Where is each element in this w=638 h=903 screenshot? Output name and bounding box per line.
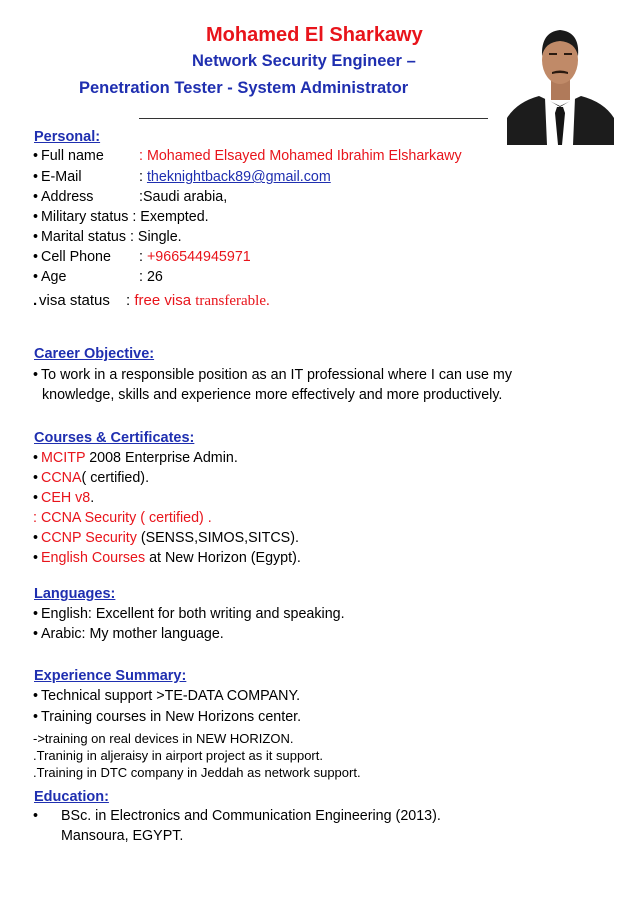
experience-text-2: Training courses in New Horizons center. bbox=[41, 709, 302, 725]
resume-name: Mohamed El Sharkawy bbox=[206, 24, 423, 46]
personal-address bbox=[33, 189, 227, 205]
email-colon: : bbox=[139, 169, 147, 185]
age-label: Age bbox=[41, 269, 67, 285]
education-location: Mansoura, EGYPT. bbox=[61, 828, 184, 844]
personal-military bbox=[33, 209, 209, 225]
bullet: • bbox=[33, 606, 39, 622]
career-line-2: knowledge, skills and experience more effectively and more productively. bbox=[42, 387, 503, 403]
language-arabic bbox=[33, 626, 224, 642]
career-text-1: To work in a responsible position as an IT professional where I can use my bbox=[41, 367, 512, 383]
bullet: • bbox=[33, 367, 39, 383]
course-english-name: English Courses bbox=[41, 550, 146, 566]
bullet: • bbox=[33, 550, 39, 566]
visa-value-2: transferable. bbox=[195, 293, 270, 309]
phone-colon: : bbox=[139, 249, 147, 265]
visa-value-1: free visa bbox=[134, 292, 192, 309]
bullet: • bbox=[33, 709, 39, 725]
course-ceh-name: CEH v8 bbox=[41, 490, 91, 506]
phone-label: Cell Phone bbox=[41, 249, 111, 265]
course-english bbox=[33, 550, 301, 566]
profile-photo bbox=[507, 10, 614, 145]
phone-value: +966544945971 bbox=[146, 249, 251, 265]
email-label: E-Mail bbox=[41, 169, 82, 185]
experience-item-4: .Traninig in aljeraisy in airport project as it support. bbox=[33, 748, 323, 763]
education-degree bbox=[33, 808, 441, 824]
bullet: • bbox=[33, 688, 39, 704]
bullet: • bbox=[33, 209, 39, 225]
experience-item-5: .Training in DTC company in Jeddah as network support. bbox=[33, 765, 361, 780]
course-mcitp-name: MCITP bbox=[41, 450, 86, 466]
course-english-rest: at New Horizon (Egypt). bbox=[145, 550, 301, 566]
visa-bullet: . bbox=[33, 292, 38, 309]
full-name-label: Full name bbox=[41, 148, 104, 164]
address-value: :Saudi arabia, bbox=[139, 189, 228, 205]
address-label: Address bbox=[41, 189, 94, 205]
course-ccna bbox=[33, 470, 149, 486]
job-title-line-1: Network Security Engineer – bbox=[192, 52, 416, 70]
bullet: • bbox=[33, 808, 39, 824]
language-arabic-text: Arabic: My mother language. bbox=[41, 626, 224, 642]
personal-full-name bbox=[33, 148, 462, 164]
visa-label: visa status bbox=[39, 292, 110, 309]
header-divider bbox=[139, 118, 488, 119]
language-english bbox=[33, 606, 345, 622]
section-heading-experience: Experience Summary: bbox=[34, 668, 187, 684]
bullet: • bbox=[33, 229, 39, 245]
visa-colon: : bbox=[126, 292, 135, 309]
experience-text-1: Technical support >TE-DATA COMPANY. bbox=[41, 688, 301, 704]
bullet: • bbox=[33, 530, 39, 546]
section-heading-career: Career Objective: bbox=[34, 346, 155, 362]
bullet: • bbox=[33, 249, 39, 265]
email-link[interactable]: theknightback89@gmail.com bbox=[146, 169, 331, 185]
experience-item-1 bbox=[33, 688, 300, 704]
course-ccna-name: CCNA bbox=[41, 470, 82, 486]
section-heading-languages: Languages: bbox=[34, 586, 116, 602]
section-heading-education: Education: bbox=[34, 789, 109, 805]
course-ceh bbox=[33, 490, 94, 506]
personal-visa bbox=[33, 292, 270, 310]
bullet: • bbox=[33, 169, 39, 185]
course-ceh-rest: . bbox=[90, 490, 95, 506]
course-ccna-rest: ( certified). bbox=[81, 470, 150, 486]
personal-marital bbox=[33, 229, 182, 245]
experience-item-3: ->training on real devices in NEW HORIZON. bbox=[33, 731, 294, 746]
bullet: • bbox=[33, 148, 39, 164]
bullet: • bbox=[33, 450, 39, 466]
course-mcitp-rest: 2008 Enterprise Admin. bbox=[85, 450, 238, 466]
course-ccnp-rest: (SENSS,SIMOS,SITCS). bbox=[136, 530, 299, 546]
career-line-1 bbox=[33, 367, 512, 383]
course-ccnp-name: CCNP Security bbox=[41, 530, 137, 546]
age-value: : 26 bbox=[139, 269, 163, 285]
job-title-line-2: Penetration Tester - System Administrator bbox=[79, 79, 409, 97]
personal-phone bbox=[33, 249, 251, 265]
marital-status: Marital status : Single. bbox=[41, 229, 182, 245]
military-status: Military status : Exempted. bbox=[41, 209, 209, 225]
education-degree-text: BSc. in Electronics and Communication Engineering (2013). bbox=[61, 808, 441, 824]
bullet: • bbox=[33, 189, 39, 205]
bullet: • bbox=[33, 626, 39, 642]
bullet: • bbox=[33, 269, 39, 285]
bullet: • bbox=[33, 490, 39, 506]
personal-email bbox=[33, 169, 331, 185]
section-heading-courses: Courses & Certificates: bbox=[34, 430, 195, 446]
section-heading-personal: Personal: bbox=[34, 129, 101, 145]
personal-age bbox=[33, 269, 163, 285]
bullet: • bbox=[33, 470, 39, 486]
language-english-text: English: Excellent for both writing and speaking. bbox=[41, 606, 345, 622]
course-ccna-security: : CCNA Security ( certified) . bbox=[33, 510, 212, 526]
experience-item-2 bbox=[33, 709, 301, 725]
course-mcitp bbox=[33, 450, 238, 466]
course-ccnp bbox=[33, 530, 299, 546]
full-name-value: : Mohamed Elsayed Mohamed Ibrahim Elsharkawy bbox=[139, 148, 462, 164]
